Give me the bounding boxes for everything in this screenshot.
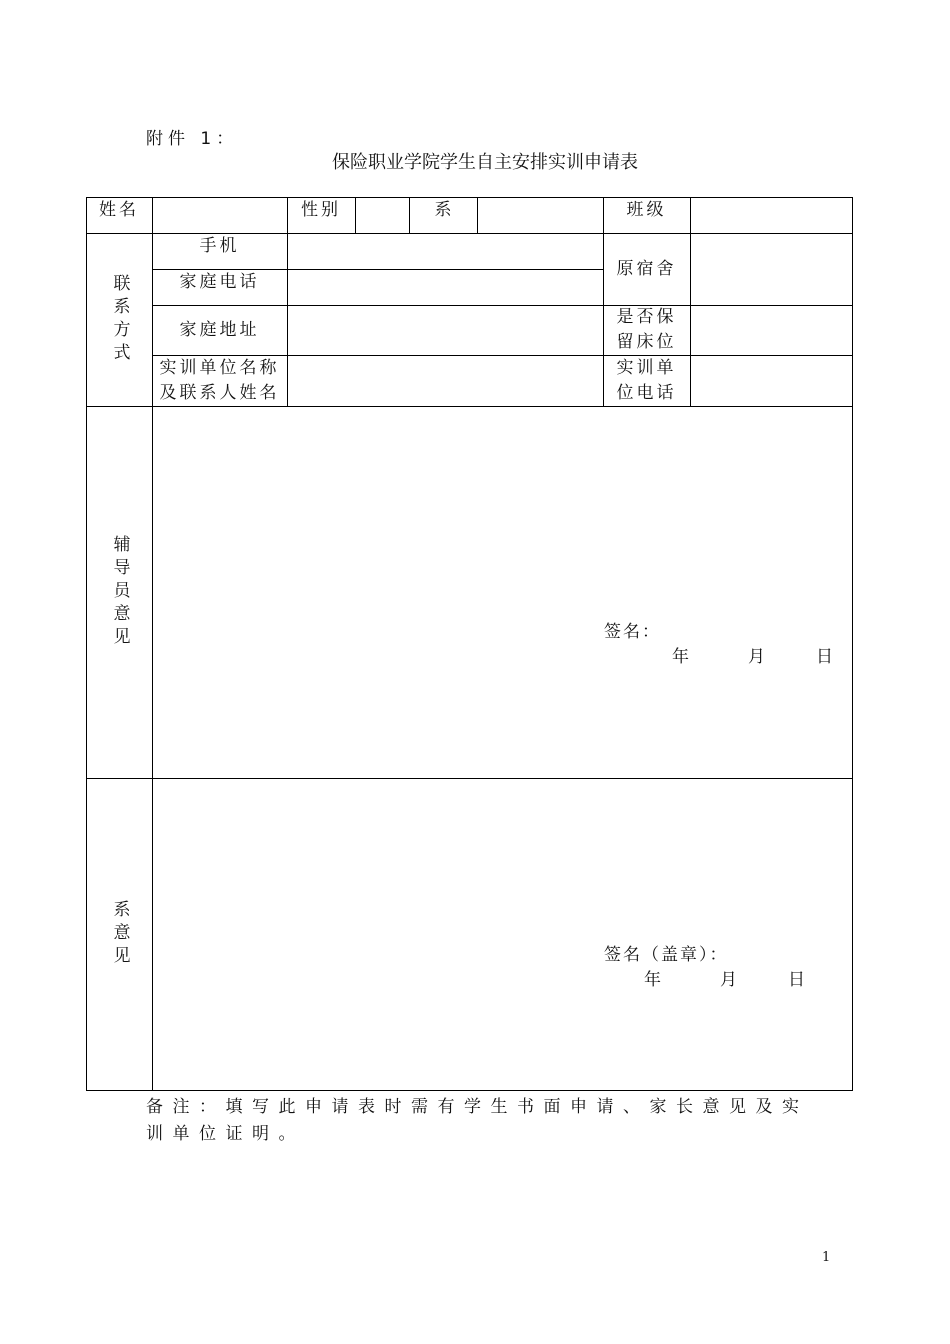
remark-note: 备注：填写此申请表时需有学生书面申请、家长意见及实训单位证明。 <box>146 1097 809 1144</box>
attachment-label: 附件 1： <box>146 129 239 149</box>
keep-bed-label-line2: 留床位 <box>616 332 677 352</box>
department-field[interactable] <box>478 198 603 233</box>
form-title: 保险职业学院学生自主安排实训申请表 <box>332 152 638 173</box>
company-phone-field[interactable] <box>691 356 852 406</box>
department-year-label: 年 <box>644 970 661 990</box>
page-number: 1 <box>822 1250 831 1265</box>
mobile-field[interactable] <box>288 234 603 269</box>
home-phone-field[interactable] <box>288 270 603 305</box>
home-phone-label: 家庭电话 <box>179 272 260 292</box>
class-field[interactable] <box>691 198 852 233</box>
gender-label: 性别 <box>301 200 341 220</box>
company-field[interactable] <box>288 356 603 406</box>
company-label-line2: 及联系人姓名 <box>159 382 280 403</box>
keep-bed-field[interactable] <box>691 306 852 355</box>
department-opinion-area[interactable] <box>153 779 852 1090</box>
department-month-label: 月 <box>720 970 737 990</box>
home-address-field[interactable] <box>288 306 603 355</box>
department-label: 系 <box>434 200 452 220</box>
counselor-year-label: 年 <box>672 647 689 667</box>
name-field[interactable] <box>153 198 287 233</box>
counselor-day-label: 日 <box>816 647 833 667</box>
company-phone-label-line1: 实训单 <box>616 357 677 378</box>
class-label: 班级 <box>626 200 667 220</box>
gender-field[interactable] <box>356 198 409 233</box>
department-signature-label: 签名（盖章）： <box>604 945 729 965</box>
department-day-label: 日 <box>788 970 805 990</box>
counselor-month-label: 月 <box>748 647 765 667</box>
counselor-opinion-area[interactable] <box>153 407 852 778</box>
home-address-label: 家庭地址 <box>179 319 260 340</box>
name-label: 姓名 <box>99 200 139 220</box>
contact-label: 联系方式 <box>109 273 130 366</box>
department-opinion-label: 系意见 <box>109 899 130 969</box>
dorm-label: 原宿舍 <box>616 258 677 279</box>
counselor-signature-label: 签名： <box>604 622 661 642</box>
keep-bed-label-line1: 是否保 <box>616 307 677 327</box>
counselor-opinion-label: 辅导员意见 <box>109 534 130 650</box>
company-label-line1: 实训单位名称 <box>159 357 280 378</box>
company-phone-label-line2: 位电话 <box>616 382 677 403</box>
dorm-field[interactable] <box>691 234 852 305</box>
mobile-label: 手机 <box>199 236 240 256</box>
